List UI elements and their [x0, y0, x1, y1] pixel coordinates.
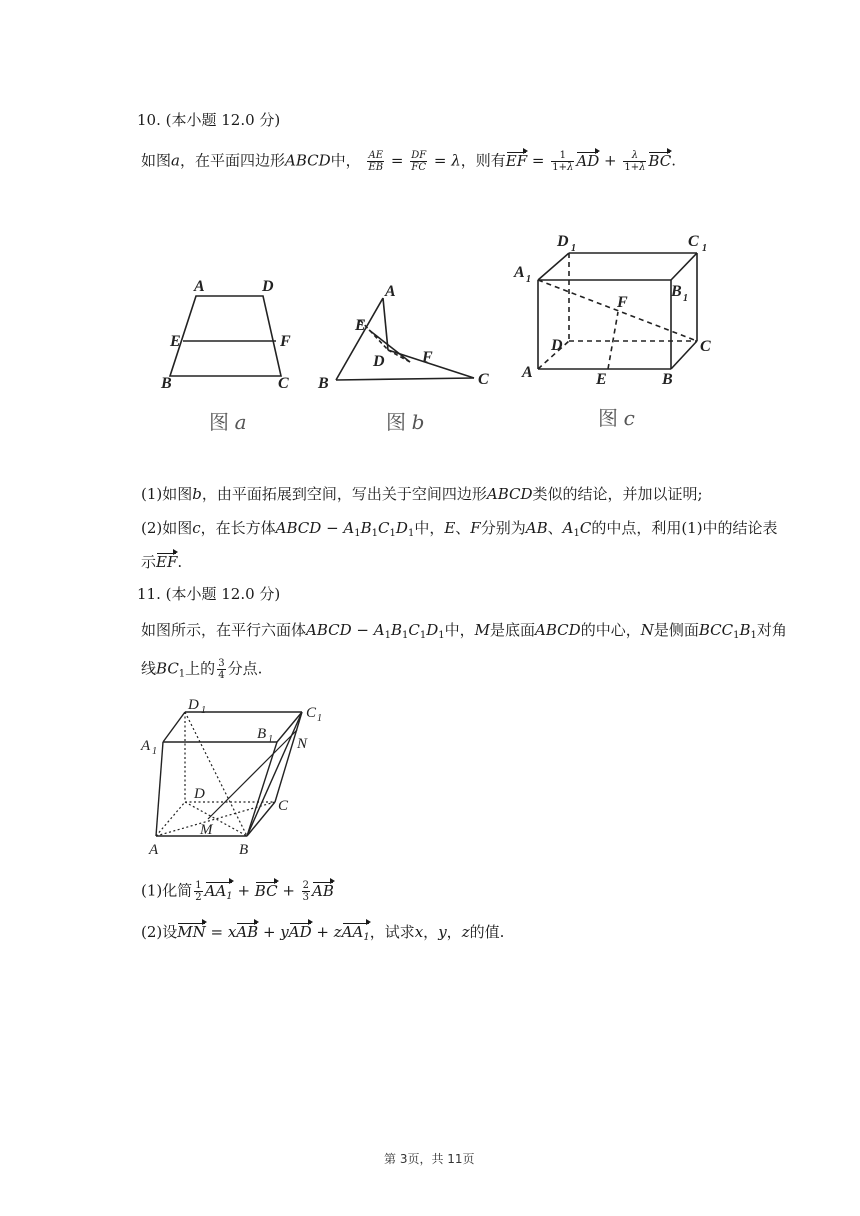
svg-text:N: N [297, 736, 308, 752]
svg-text:C: C [700, 338, 711, 355]
caption-a-var: a [234, 410, 247, 434]
q10-part2: (2)如图c，在长方体ABCD − $A_1B_1C_1D_1$中，E、F分别为AB、$A_1C$的中点，利用(1)中的结论表 [141, 519, 778, 539]
svg-text:B: B [318, 375, 329, 392]
q11-intro5: 是侧面 [653, 621, 699, 639]
frac-1-1lambda: $\frac{1}{1+\lambda}$ [552, 150, 574, 173]
q10-part2-text4: 的中点，利用(1)中的结论表 [591, 519, 778, 537]
svg-text:1: 1 [526, 274, 531, 285]
q11-part2: (2)设MN = xAB + yAD + zAA$_1$，试求x，y，z的值. [141, 922, 504, 948]
svg-text:B: B [671, 283, 682, 300]
caption-b-var: b [411, 410, 425, 434]
page-footer: 第 3页，共 11页 [384, 1152, 475, 1166]
figures-10 [0, 0, 860, 460]
caption-c-prefix: 图 [598, 408, 618, 430]
caption-fig-a [209, 406, 247, 435]
svg-text:1: 1 [152, 746, 157, 757]
q11-line2c: 分点. [227, 659, 263, 678]
q10-intro-text: 如图 [141, 151, 172, 170]
svg-text:1: 1 [683, 293, 688, 304]
q11-part2-end: ，试求 [369, 923, 415, 941]
svg-text:E: E [355, 317, 366, 334]
figure-a [170, 296, 281, 376]
q10-part1-text: ，由平面拓展到空间，写出关于空间四边形 [201, 485, 487, 503]
frac-lambda-1lambda: $\frac{\lambda}{1+\lambda}$ [624, 150, 646, 173]
q10-intro-quad: ABCD [284, 151, 331, 170]
svg-text:A: A [194, 278, 205, 295]
q11-intro4: 的中心， [580, 621, 641, 639]
q10-intro-fig: a [171, 151, 180, 170]
q11-intro2: 中， [444, 621, 475, 639]
q11-line2a: 线 [141, 659, 157, 678]
q11-intro-text: 如图所示，在平行六面体 [141, 621, 307, 639]
q10-part1-fig: b [192, 485, 202, 503]
svg-text:1: 1 [201, 705, 206, 716]
svg-text:B: B [662, 371, 673, 388]
q10-part1 [141, 484, 703, 504]
svg-text:C: C [478, 371, 489, 388]
caption-fig-b [386, 406, 424, 435]
svg-text:E: E [596, 371, 607, 388]
q11-intro6: 对角 [756, 621, 787, 639]
svg-text:M: M [200, 822, 213, 838]
figure-q11 [140, 690, 340, 860]
svg-text:F: F [422, 349, 433, 366]
svg-text:B: B [161, 375, 172, 392]
q11-intro3: 是底面 [490, 621, 536, 639]
q10-part1-quad: ABCD [486, 485, 533, 503]
frac-df-fc: $\frac{DF}{FC}$ [411, 150, 427, 173]
svg-text:A: A [514, 264, 525, 281]
svg-text:D: D [188, 697, 199, 713]
svg-text:C: C [306, 705, 317, 721]
q11-header: 11. (本小题 12.0 分) [137, 585, 281, 603]
q11-part1: (1)化简 $\frac{1}{2}$ $AA_1$ + BC + $\frac{2}{3}$ AB [141, 880, 334, 907]
svg-text:C: C [278, 375, 289, 392]
svg-text:1: 1 [571, 243, 576, 254]
q10-part2-end: . [177, 553, 183, 571]
svg-text:A: A [385, 283, 396, 300]
q11-part2-end2: 的值. [469, 923, 505, 941]
q10-intro-mid: ，在平面四边形 [179, 151, 285, 170]
q11-part1-text: (1)化简 [141, 881, 193, 900]
q10-part1-text2: 类似的结论，并加以证明; [532, 485, 703, 503]
svg-text:D: D [551, 337, 563, 354]
q11-intro: 如图所示，在平行六面体ABCD − $A_1B_1C_1D_1$中，M是底面ABCD的中心，N是侧面$BCC_1B_1$对角 [141, 621, 787, 641]
q10-header: 10. (本小题 12.0 分) [137, 111, 281, 129]
svg-text:A: A [522, 364, 533, 381]
svg-text:A: A [149, 842, 159, 858]
fig-a-trapezoid [170, 296, 281, 376]
caption-b-prefix: 图 [386, 412, 406, 434]
svg-text:C: C [688, 233, 699, 250]
svg-text:F: F [280, 333, 291, 350]
q10-part2-line2: 示EF. [141, 553, 183, 571]
svg-text:1: 1 [317, 713, 322, 724]
svg-text:A: A [141, 738, 151, 754]
q10-part2-prefix: (2)如图 [141, 519, 193, 537]
q10-part2-text2: 中， [414, 519, 445, 537]
q10-intro: 如图a，在平面四边形ABCD中， $\frac{AE}{EB}$ = $\frac{DF}{FC}$ = λ，则有EF = $\frac{1}{1+\lambda}$ AD + $\frac{\lambda}{1+\lambda}$ BC. [141, 150, 676, 173]
figure-b [336, 298, 474, 380]
q11-intro-line2: 线$BC_1$上的 $\frac{3}{4}$ 分点. [141, 658, 263, 681]
caption-a-prefix: 图 [209, 412, 229, 434]
svg-text:1: 1 [702, 243, 707, 254]
svg-text:B: B [257, 726, 267, 742]
svg-text:F: F [617, 294, 628, 311]
caption-c-var: c [623, 406, 635, 430]
q10-part1-prefix: (1)如图 [141, 485, 193, 503]
q10-intro-mid2: 中， [330, 151, 361, 170]
q10-part2-show: 示 [141, 553, 157, 571]
q10-part2-text: ，在长方体 [200, 519, 276, 537]
svg-text:1: 1 [268, 734, 273, 745]
svg-text:D: D [194, 786, 205, 802]
svg-text:D: D [262, 278, 274, 295]
q10-part2-fig: c [192, 519, 201, 537]
caption-fig-c [598, 402, 635, 431]
svg-text:E: E [170, 333, 181, 350]
q10-part2-text3: 分别为 [480, 519, 526, 537]
svg-text:D: D [373, 353, 385, 370]
svg-text:B: B [239, 842, 249, 858]
svg-text:C: C [278, 798, 289, 814]
q11-line2b: 上的 [185, 659, 216, 678]
svg-text:D: D [557, 233, 569, 250]
q10-intro-then: ，则有 [460, 151, 506, 170]
frac-ae-eb: $\frac{AE}{EB}$ [368, 150, 384, 173]
q11-part2-text: (2)设 [141, 923, 178, 941]
